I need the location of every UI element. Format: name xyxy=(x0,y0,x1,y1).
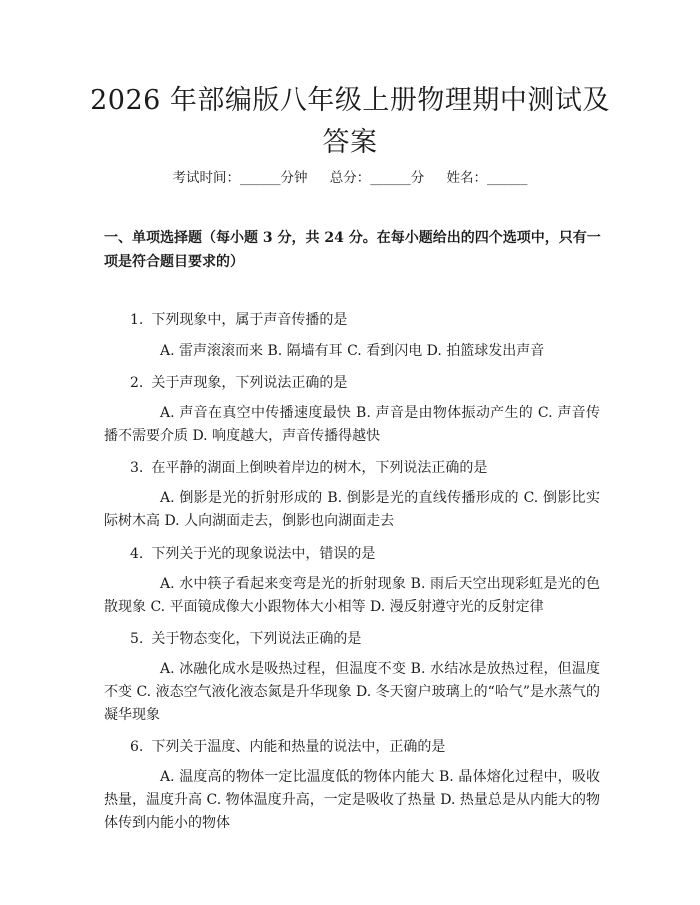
question-options: A. 声音在真空中传播速度最快 B. 声音是由物体振动产生的 C. 声音传播不需要介质 D. 响度越大，声音传播得越快 xyxy=(104,405,600,444)
question-stem xyxy=(130,737,600,757)
question-text: 关于声现象，下列说法正确的是 xyxy=(151,375,348,391)
question-stem xyxy=(130,544,600,564)
question-stem xyxy=(130,373,600,393)
question-number: 2. xyxy=(130,375,144,391)
exam-time-field: 考试时间：______分钟 xyxy=(172,170,308,186)
question-stem xyxy=(130,629,600,649)
question-number: 1. xyxy=(130,312,144,328)
question-options: A. 冰融化成水是吸热过程，但温度不变 B. 水结冰是放热过程，但温度不变 C. 液态空气液化液态氮是升华现象 D. 冬天窗户玻璃上的“哈气”是水蒸气的凝华现象 xyxy=(104,661,600,723)
question-options: A. 温度高的物体一定比温度低的物体内能大 B. 晶体熔化过程中，吸收热量，温度升高 C. 物体温度升高，一定是吸收了热量 D. 热量总是从内能大的物体传到内能小的物体 xyxy=(104,769,600,831)
question-text: 下列关于光的现象说法中，错误的是 xyxy=(151,546,376,562)
total-score-field: 总分：______分 xyxy=(329,170,425,186)
question-stem xyxy=(130,310,600,330)
question-number: 6. xyxy=(130,739,144,755)
question-options: A. 水中筷子看起来变弯是光的折射现象 B. 雨后天空出现彩虹是光的色散现象 C. 平面镜成像大小跟物体大小相等 D. 漫反射遵守光的反射定律 xyxy=(104,576,600,615)
section-heading: 一、单项选择题（每小题 3 分，共 24 分。在每小题给出的四个选项中，只有一项是符合题目要求的） xyxy=(104,230,601,270)
question-text: 下列现象中，属于声音传播的是 xyxy=(151,312,348,328)
question-options: A. 倒影是光的折射形成的 B. 倒影是光的直线传播形成的 C. 倒影比实际树木高 D. 人向湖面走去，倒影也向湖面走去 xyxy=(104,490,600,529)
question-options: A. 雷声滚滚而来 B. 隔墙有耳 C. 看到闪电 D. 拍篮球发出声音 xyxy=(160,343,545,359)
question-stem xyxy=(130,458,600,478)
student-name-field: 姓名：______ xyxy=(446,170,528,186)
question-text: 在平静的湖面上倒映着岸边的树木，下列说法正确的是 xyxy=(151,460,488,476)
question-text: 关于物态变化，下列说法正确的是 xyxy=(151,631,362,647)
question-number: 5. xyxy=(130,631,144,647)
page-title: 2026 年部编版八年级上册物理期中测试及答案 xyxy=(90,85,610,158)
exam-info-line xyxy=(0,168,700,188)
question-number: 3. xyxy=(130,460,144,476)
question-number: 4. xyxy=(130,546,144,562)
question-text: 下列关于温度、内能和热量的说法中，正确的是 xyxy=(151,739,446,755)
